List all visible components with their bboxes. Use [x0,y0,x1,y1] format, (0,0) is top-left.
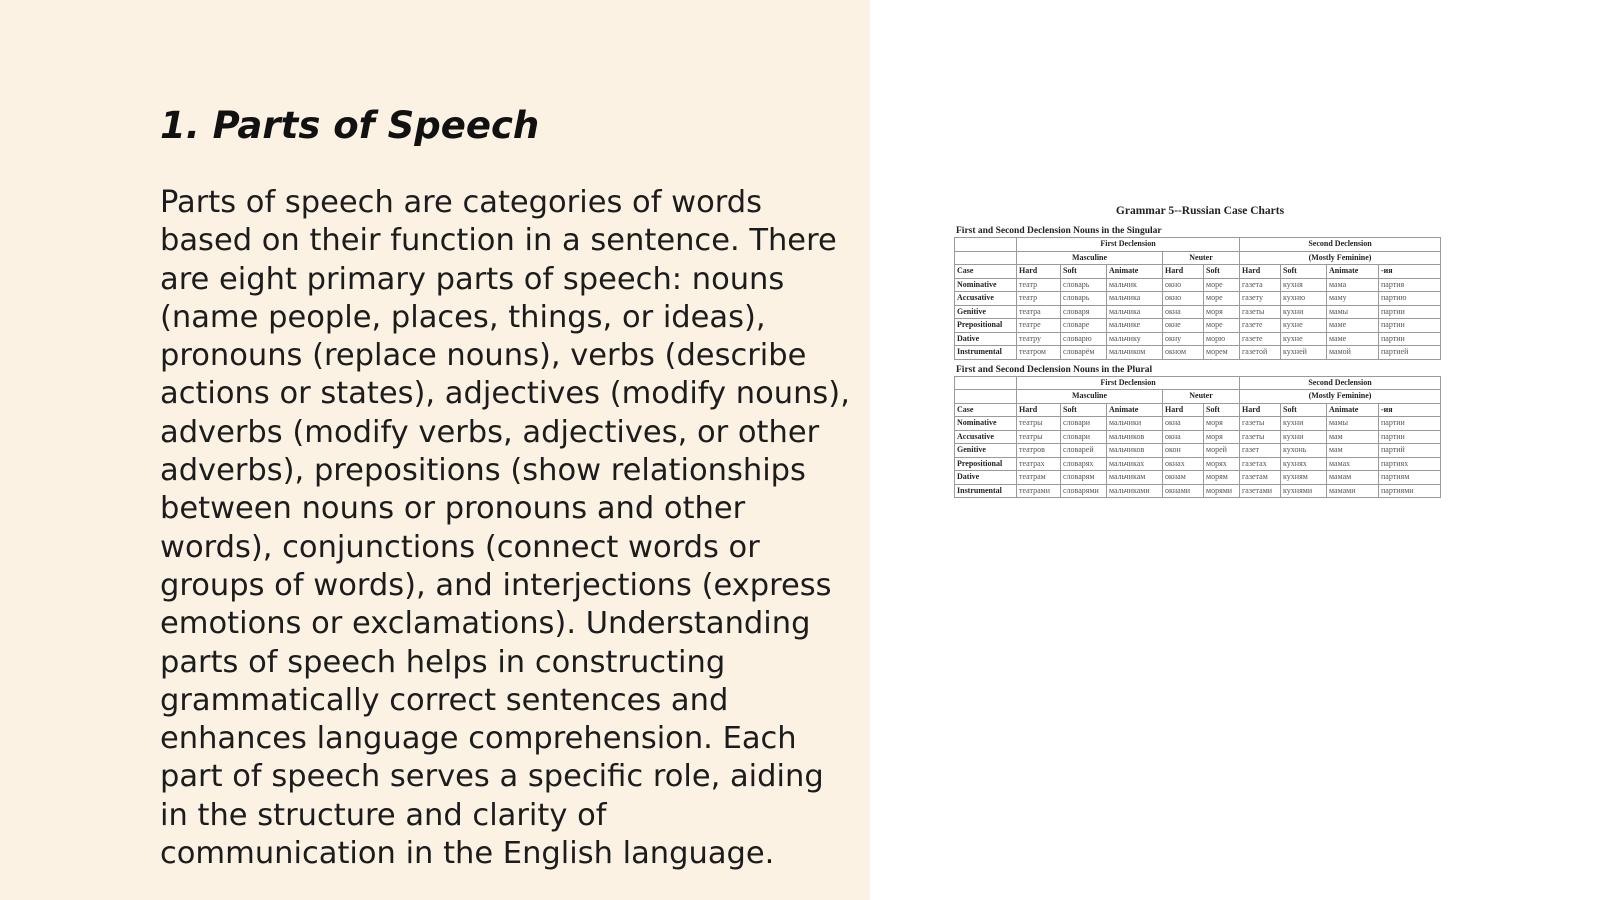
table-cell: окна [1163,430,1204,444]
table-cell: морях [1204,457,1240,471]
case-name: Prepositional [955,457,1017,471]
table-cell: словарями [1061,484,1107,498]
table-cell: окнами [1163,484,1204,498]
table-cell: окна [1163,417,1204,431]
table-row [955,346,1441,360]
column-header: Soft [1281,403,1327,417]
table-cell: окном [1163,346,1204,360]
group-header: Second Declension [1240,376,1441,390]
table-cell: газету [1240,292,1281,306]
table-cell: газеты [1240,417,1281,431]
table-cell: партии [1379,305,1441,319]
slide-body-text: Parts of speech are categories of words based on their function in a sentence. There are eight primary parts of speech: nouns (name people, places, things, or ideas), pronouns (replace nouns), verbs (describe actions or states), adjectives (modify nouns), adverbs (modify verbs, adjectives, or other adverbs), prepositions (show relationships between nouns or pronouns and other words), conjunctions (connect words or groups of words), and interjections (express emotions or exclamations). Understanding parts of speech helps in constructing grammatically correct sentences and enhances language comprehension. Each part of speech serves a specific role, aiding in the structure and clarity of communication in the English language. [160,185,850,872]
table-cell: мальчики [1107,417,1163,431]
group-header-row [955,238,1441,252]
table-row [955,332,1441,346]
table-cell: газета [1240,278,1281,292]
table-cell: окну [1163,332,1204,346]
table-cell: мальчик [1107,278,1163,292]
table-cell: морем [1204,346,1240,360]
column-header: -ия [1379,403,1441,417]
table-cell: театре [1017,319,1061,333]
column-header: Hard [1240,265,1281,279]
column-header: Animate [1107,265,1163,279]
case-name: Accusative [955,430,1017,444]
table-cell: театрах [1017,457,1061,471]
table-row [955,292,1441,306]
table-cell: мальчиком [1107,346,1163,360]
table-cell: мамой [1327,346,1379,360]
table-cell: партии [1379,319,1441,333]
table-cell: окон [1163,444,1204,458]
table-cell: партиями [1379,484,1441,498]
table-cell: словарям [1061,471,1107,485]
column-header: Animate [1107,403,1163,417]
table-cell: мальчиках [1107,457,1163,471]
case-name: Dative [955,471,1017,485]
sub-header: (Mostly Feminine) [1240,390,1441,404]
table-cell: мальчика [1107,305,1163,319]
table-cell: кухни [1281,417,1327,431]
table-cell: мамы [1327,305,1379,319]
column-header: Animate [1327,403,1379,417]
table-cell: словарях [1061,457,1107,471]
table-cell: партий [1379,444,1441,458]
table-cell: театрами [1017,484,1061,498]
table-cell: театры [1017,417,1061,431]
table-cell: газет [1240,444,1281,458]
table-cell: маму [1327,292,1379,306]
table-cell: словари [1061,430,1107,444]
column-header: -ия [1379,265,1441,279]
table-cell: партии [1379,430,1441,444]
table-cell: кухня [1281,278,1327,292]
case-name: Genitive [955,305,1017,319]
table-cell: газете [1240,332,1281,346]
sub-header: Masculine [1017,251,1163,265]
table-cell: мальчиками [1107,484,1163,498]
column-header: Animate [1327,265,1379,279]
table-cell: море [1204,319,1240,333]
table-cell: партией [1379,346,1441,360]
table-cell: газетами [1240,484,1281,498]
table-cell: партии [1379,417,1441,431]
case-name: Accusative [955,292,1017,306]
table-caption: First and Second Declension Nouns in the Singular [956,226,1162,236]
blank-cell [955,390,1017,404]
sub-header: (Mostly Feminine) [1240,251,1441,265]
column-header: Soft [1281,265,1327,279]
table-cell: газетах [1240,457,1281,471]
table-cell: театров [1017,444,1061,458]
table-cell: газеты [1240,305,1281,319]
table-cell: мамы [1327,417,1379,431]
table-cell: кухню [1281,292,1327,306]
table-cell: море [1204,278,1240,292]
case-tables [954,226,1446,498]
table-cell: окно [1163,278,1204,292]
table-cell: газетой [1240,346,1281,360]
sub-header: Masculine [1017,390,1163,404]
column-header: Soft [1204,403,1240,417]
table-cell: мам [1327,444,1379,458]
table-cell: мамам [1327,471,1379,485]
document-title: Grammar 5--Russian Case Charts [1115,205,1285,217]
column-header: Hard [1017,265,1061,279]
column-header: Hard [1017,403,1061,417]
table-cell: мальчику [1107,332,1163,346]
singular-case-table [954,237,1441,360]
table-cell: кухнях [1281,457,1327,471]
table-cell: словарь [1061,278,1107,292]
table-cell: кухней [1281,346,1327,360]
table-cell: словарю [1061,332,1107,346]
blank-cell [955,238,1017,252]
column-header: Hard [1163,403,1204,417]
table-caption: First and Second Declension Nouns in the Plural [956,364,1153,375]
group-header: First Declension [1017,238,1240,252]
table-cell: маме [1327,332,1379,346]
case-name: Instrumental [955,484,1017,498]
table-cell: окна [1163,305,1204,319]
table-cell: кухнями [1281,484,1327,498]
plural-case-table [954,376,1441,499]
table-cell: партиях [1379,457,1441,471]
table-cell: моря [1204,430,1240,444]
table-cell: мальчика [1107,292,1163,306]
table-cell: морей [1204,444,1240,458]
column-header: Case [955,265,1017,279]
blank-cell [955,376,1017,390]
case-name: Prepositional [955,319,1017,333]
case-name: Instrumental [955,346,1017,360]
table-cell: мам [1327,430,1379,444]
table-cell: газетам [1240,471,1281,485]
table-cell: словари [1061,417,1107,431]
table-cell: мальчике [1107,319,1163,333]
case-chart-document [954,205,1446,523]
column-header: Hard [1163,265,1204,279]
table-row [955,471,1441,485]
sub-header-row [955,251,1441,265]
table-cell: газете [1240,319,1281,333]
table-cell: мальчикам [1107,471,1163,485]
group-header: First Declension [1017,376,1240,390]
table-row [955,484,1441,498]
table-cell: партию [1379,292,1441,306]
column-header-row [955,265,1441,279]
column-header: Hard [1240,403,1281,417]
table-cell: словаре [1061,319,1107,333]
table-row [955,430,1441,444]
table-cell: театр [1017,278,1061,292]
table-cell: театрам [1017,471,1061,485]
group-header-row [955,376,1441,390]
table-cell: кухни [1281,305,1327,319]
table-row [955,444,1441,458]
table-cell: театра [1017,305,1061,319]
table-cell: партиям [1379,471,1441,485]
table-cell: окнах [1163,457,1204,471]
group-header: Second Declension [1240,238,1441,252]
table-cell: маме [1327,319,1379,333]
column-header: Soft [1061,265,1107,279]
case-name: Nominative [955,278,1017,292]
table-cell: мамах [1327,457,1379,471]
table-cell: кухни [1281,430,1327,444]
sub-header: Neuter [1163,251,1240,265]
table-cell: словарь [1061,292,1107,306]
table-cell: мама [1327,278,1379,292]
sub-header-row [955,390,1441,404]
table-row [955,305,1441,319]
table-row [955,417,1441,431]
column-header: Soft [1204,265,1240,279]
column-header-row [955,403,1441,417]
blank-cell [955,251,1017,265]
table-cell: театром [1017,346,1061,360]
table-cell: окнам [1163,471,1204,485]
slide-title: 1. Parts of Speech [160,104,540,147]
table-cell: словарём [1061,346,1107,360]
table-cell: окно [1163,292,1204,306]
case-name: Dative [955,332,1017,346]
table-cell: окне [1163,319,1204,333]
table-cell: мальчиков [1107,430,1163,444]
table-cell: словарей [1061,444,1107,458]
table-cell: словаря [1061,305,1107,319]
case-name: Genitive [955,444,1017,458]
table-cell: моря [1204,417,1240,431]
table-cell: партия [1379,278,1441,292]
case-name: Nominative [955,417,1017,431]
table-cell: море [1204,292,1240,306]
sub-header: Neuter [1163,390,1240,404]
table-row [955,278,1441,292]
table-cell: газеты [1240,430,1281,444]
table-cell: партии [1379,332,1441,346]
table-cell: театр [1017,292,1061,306]
table-cell: морям [1204,471,1240,485]
table-row [955,319,1441,333]
table-cell: мальчиков [1107,444,1163,458]
column-header: Case [955,403,1017,417]
table-cell: кухне [1281,319,1327,333]
table-cell: кухонь [1281,444,1327,458]
table-cell: театру [1017,332,1061,346]
table-cell: театры [1017,430,1061,444]
table-row [955,457,1441,471]
table-cell: моря [1204,305,1240,319]
table-cell: кухне [1281,332,1327,346]
table-cell: морю [1204,332,1240,346]
table-cell: кухням [1281,471,1327,485]
table-cell: морями [1204,484,1240,498]
table-cell: мамами [1327,484,1379,498]
column-header: Soft [1061,403,1107,417]
